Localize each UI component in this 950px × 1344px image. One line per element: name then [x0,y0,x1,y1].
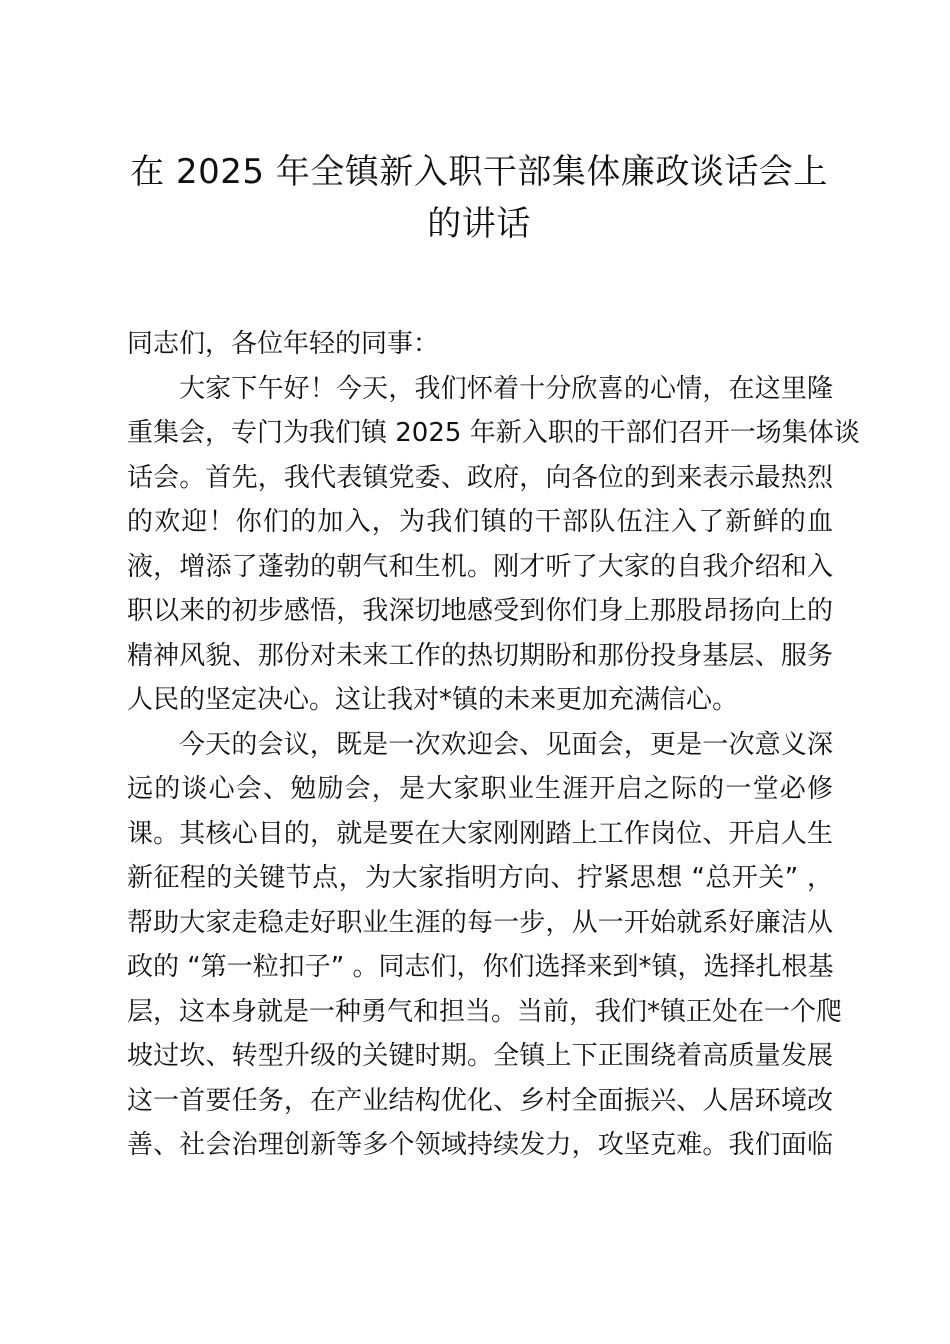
paragraph-line: 善、社会治理创新等多个领域持续发力，攻坚克难。我们面临 [127,1130,833,1160]
paragraph-welcome [127,367,860,723]
paragraph-line: 的欢迎！你们的加入，为我们镇的干部队伍注入了新鲜的血 [127,507,833,537]
paragraph-line: 重集会，专门为我们镇 2025 年新入职的干部们召开一场集体谈 [127,418,860,448]
paragraph-line: 人民的坚定决心。这让我对*镇的未来更加充满信心。 [127,685,739,715]
title-line-1: 在 2025 年全镇新入职干部集体廉政谈话会上 [130,152,828,192]
paragraph-line: 大家下午好！今天，我们怀着十分欣喜的心情，在这里隆 [179,373,833,404]
paragraph-line: 职以来的初步感悟，我深切地感受到你们身上那股昂扬向上的 [127,596,833,626]
paragraph-line: 话会。首先，我代表镇党委、政府，向各位的到来表示最热烈 [127,462,833,493]
paragraph-line: 今天的会议，既是一次欢迎会、见面会，更是一次意义深 [179,729,833,760]
title-line-2: 的讲话 [427,204,531,244]
paragraph-line: 课。其核心目的，就是要在大家刚刚踏上工作岗位、开启人生 [127,818,833,849]
document-body [127,322,860,1168]
paragraph-line: 液，增添了蓬勃的朝气和生机。刚才听了大家的自我介绍和入 [127,551,833,582]
salutation: 同志们，各位年轻的同事： [127,329,440,359]
paragraph-line: 坡过坎、转型升级的关键时期。全镇上下正围绕着高质量发展 [127,1041,833,1071]
document-title [125,146,833,250]
paragraph-line: 新征程的关键节点，为大家指明方向、拧紧思想 “总开关” ， [127,863,833,893]
paragraph-line: 精神风貌、那份对未来工作的热切期盼和那份投身基层、服务 [127,640,833,671]
paragraph-line: 层，这本身就是一种勇气和担当。当前，我们*镇正处在一个爬 [127,996,843,1027]
paragraph-line: 政的 “第一粒扣子” 。同志们，你们选择来到*镇，选择扎根基 [127,952,834,982]
paragraph-line: 帮助大家走稳走好职业生涯的每一步，从一开始就系好廉洁从 [127,907,833,938]
paragraph-line: 这一首要任务，在产业结构优化、乡村全面振兴、人居环境改 [127,1085,833,1116]
paragraph-purpose [127,723,843,1168]
paragraph-line: 远的谈心会、勉励会，是大家职业生涯开启之际的一堂必修 [127,774,833,804]
